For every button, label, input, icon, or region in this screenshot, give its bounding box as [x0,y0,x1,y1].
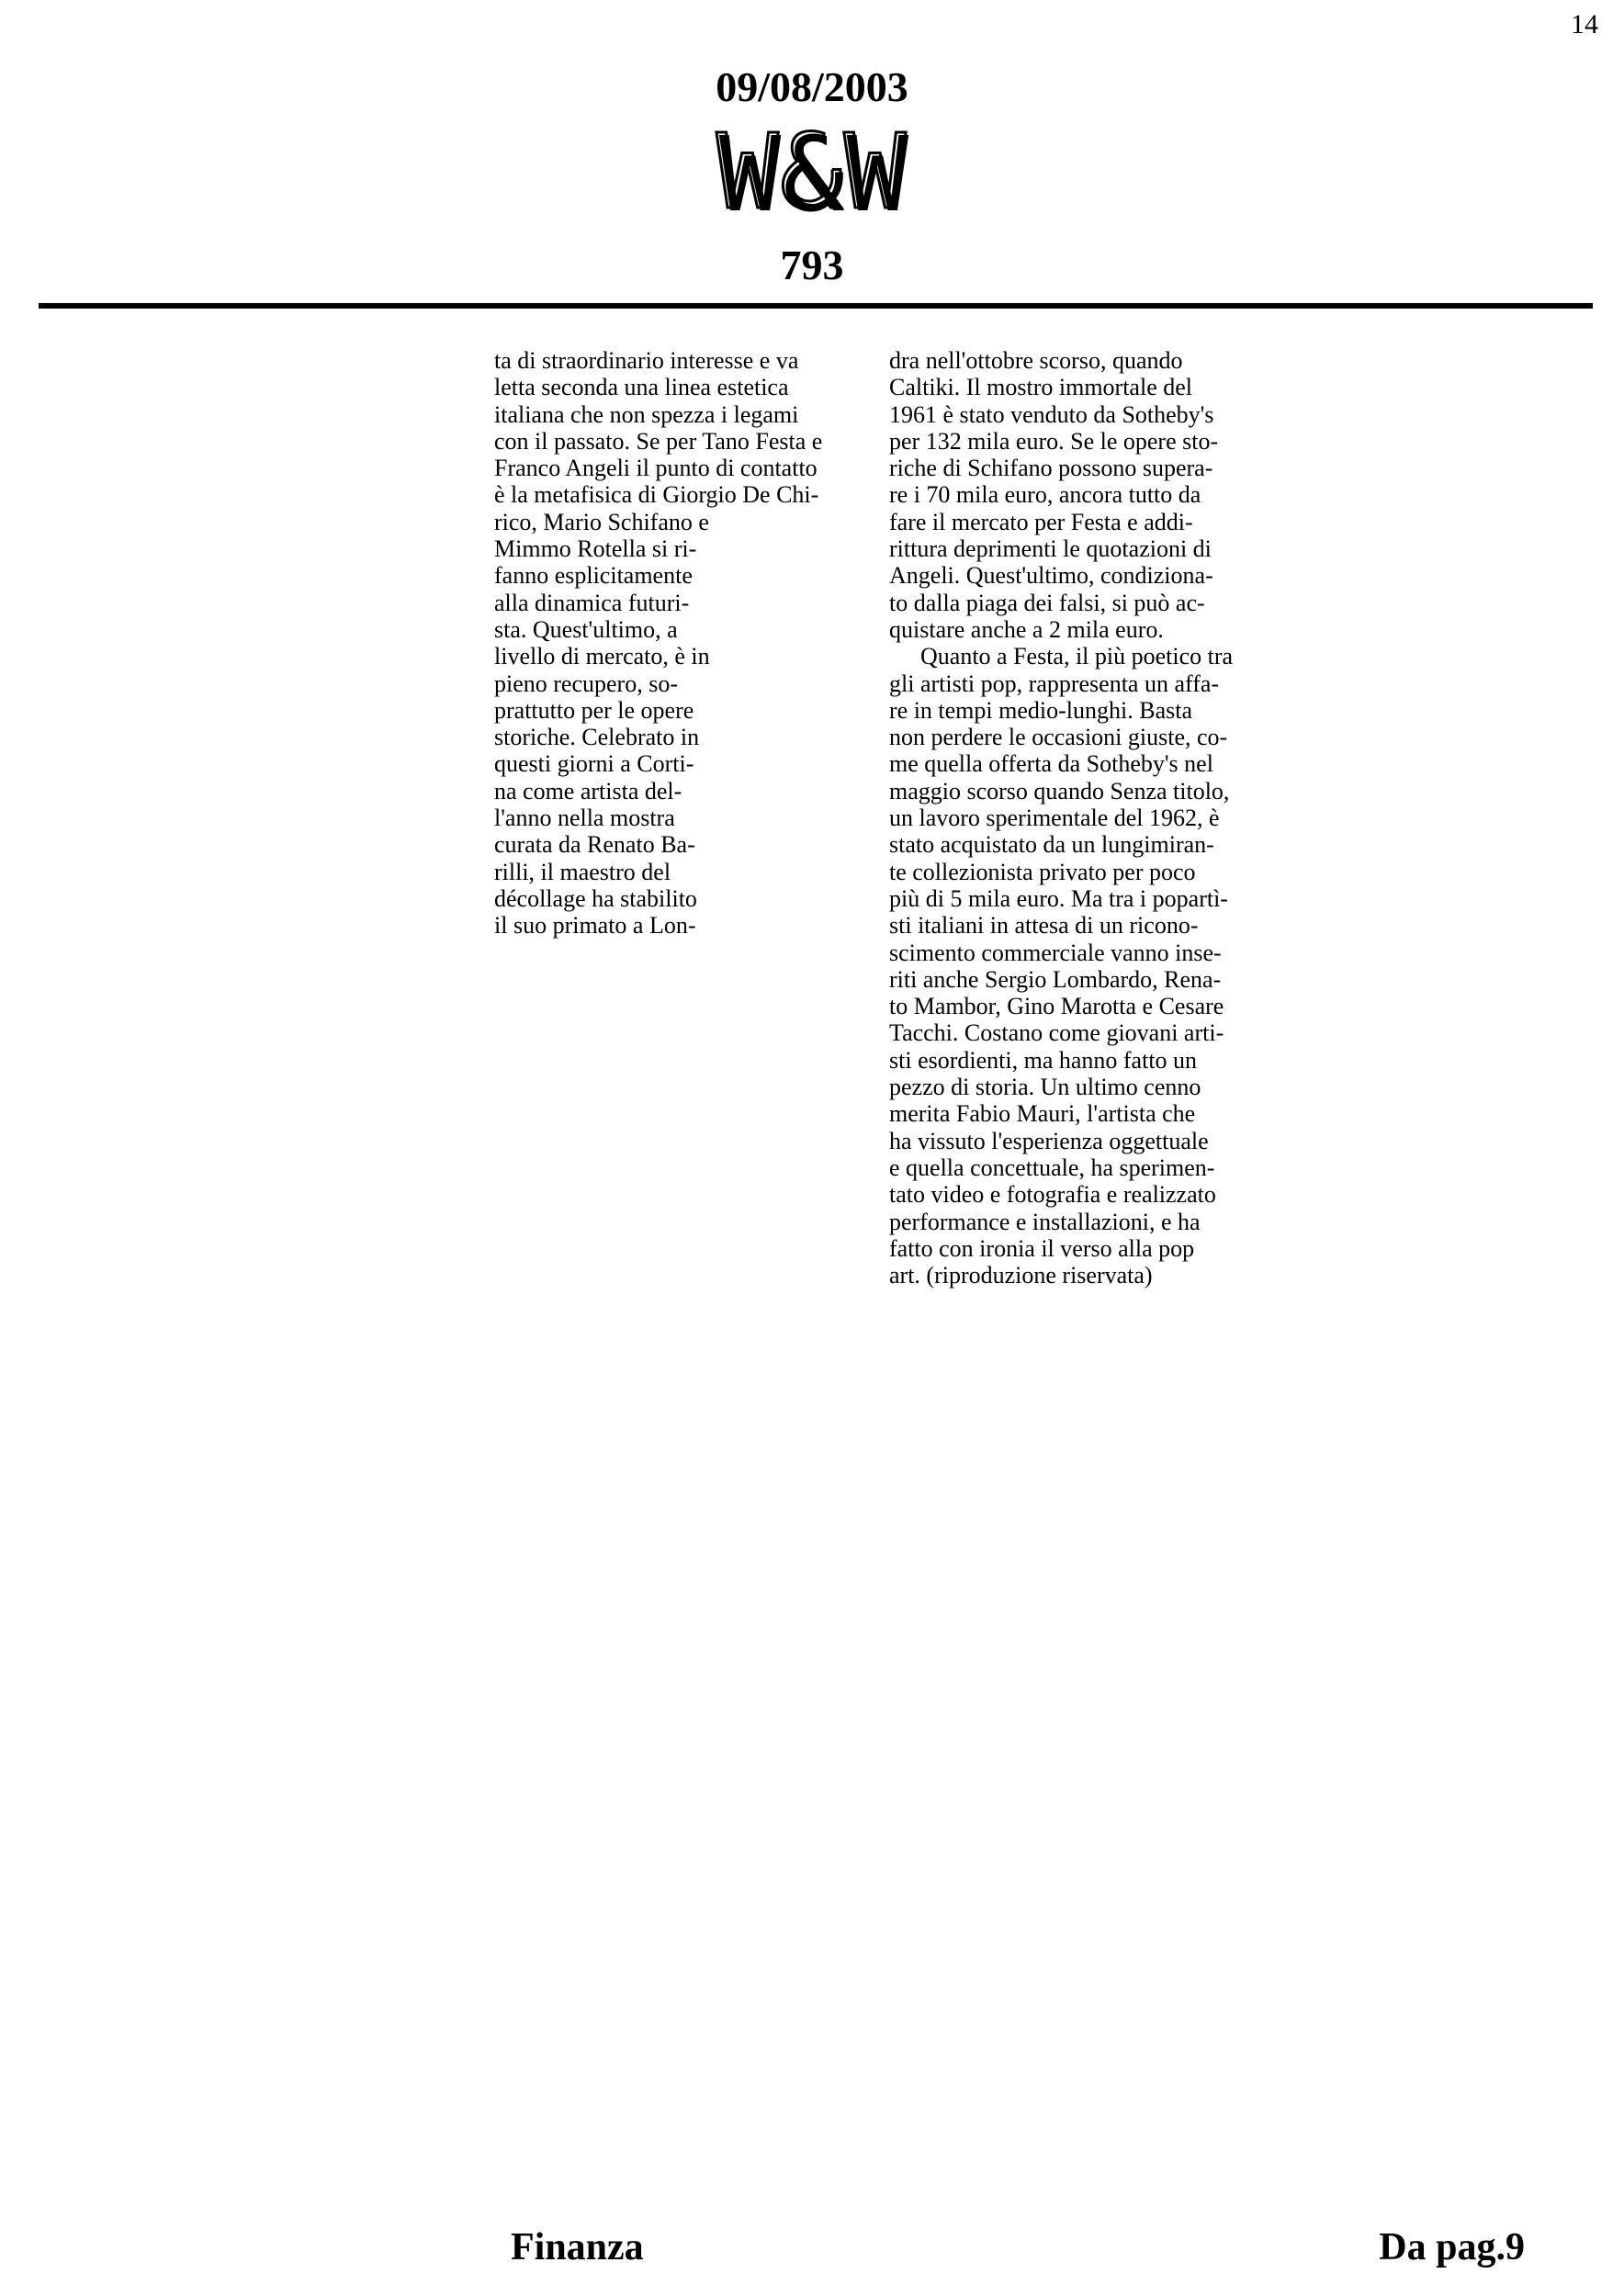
article-line: riche di Schifano possono supera- [889,455,1213,482]
article-line: riti anche Sergio Lombardo, Rena- [889,965,1222,993]
article-line: sti esordienti, ma hanno fatto un [889,1046,1198,1074]
article-line: to Mambor, Gino Marotta e Cesare [889,993,1224,1020]
article-line: più di 5 mila euro. Ma tra i popartì- [889,884,1228,912]
article-right-column [889,347,1257,1289]
article-line: merita Fabio Mauri, l'artista che [889,1100,1196,1128]
article-line: italiana che non spezza i legami [494,400,799,428]
article-line: è la metafisica di Giorgio De Chi- [494,481,819,509]
source-page-label: Da pag.9 [1379,2226,1525,2268]
article-line: Angeli. Quest'ultimo, condiziona- [889,562,1213,590]
article-line: performance e installazioni, e ha [889,1208,1201,1235]
article-line: il suo primato a Lon- [494,912,696,940]
article-line: per 132 mila euro. Se le opere sto- [889,427,1219,455]
article-line: non perdere le occasioni giuste, co- [889,724,1228,751]
article-line: Caltiki. Il mostro immortale del [889,374,1193,401]
article-line: re i 70 mila euro, ancora tutto da [889,481,1201,509]
article-line: Tacchi. Costano come giovani arti- [889,1019,1224,1047]
article-line: décollage ha stabilito [494,884,697,912]
article-line: Mimmo Rotella si ri- [494,535,697,563]
article-line: fanno esplicitamente [494,562,693,590]
article-line: pezzo di storia. Un ultimo cenno [889,1074,1201,1101]
article-line: fatto con ironia il verso alla pop [889,1234,1195,1262]
article-line: fare il mercato per Festa e addi- [889,508,1193,535]
article-line: curata da Renato Ba- [494,831,695,859]
publication-logo: W&W [716,113,908,232]
issue-number: 793 [780,242,844,288]
publication-date: 09/08/2003 [716,63,908,110]
article-line: rico, Mario Schifano e [494,508,709,535]
article-line: rittura deprimenti le quotazioni di [889,535,1212,563]
article-line: stato acquistato da un lungimiran- [889,831,1214,859]
article-line: scimento commerciale vanno inse- [889,939,1222,966]
article-line: Quanto a Festa, il più poetico tra [920,643,1234,670]
article-line: prattutto per le opere [494,696,694,724]
article-line: e quella concettuale, ha sperimen- [889,1154,1215,1181]
article-line: pieno recupero, so- [494,670,678,697]
page-number: 14 [1571,9,1598,39]
article-line: con il passato. Se per Tano Festa e [494,427,823,455]
article-line: re in tempi medio-lunghi. Basta [889,696,1192,724]
article-line: un lavoro sperimentale del 1962, è [889,805,1220,832]
section-label: Finanza [511,2226,644,2268]
article-line: me quella offerta da Sotheby's nel [889,750,1213,778]
article-line: l'anno nella mostra [494,805,675,832]
article-line: tato video e fotografia e realizzato [889,1181,1216,1209]
article-line: ta di straordinario interesse e va [494,347,799,374]
article-left-column [494,347,852,940]
header-divider [39,303,1593,309]
article-line: art. (riproduzione riservata) [889,1262,1153,1289]
article-line: gli artisti pop, rappresenta un affa- [889,670,1220,697]
article-line: rilli, il maestro del [494,858,671,885]
article-line: na come artista del- [494,777,682,805]
article-line: letta seconda una linea estetica [494,374,789,401]
article-line: to dalla piaga dei falsi, si può ac- [889,589,1205,616]
article-line: questi giorni a Corti- [494,750,694,778]
article-line: quistare anche a 2 mila euro. [889,615,1164,643]
article-line: livello di mercato, è in [494,643,710,670]
article-line: maggio scorso quando Senza titolo, [889,777,1230,805]
article-line: storiche. Celebrato in [494,724,700,751]
article-line: 1961 è stato venduto da Sotheby's [889,400,1214,428]
article-line: sta. Quest'ultimo, a [494,615,678,643]
article-line: sti italiani in attesa di un ricono- [889,912,1199,940]
article-line: dra nell'ottobre scorso, quando [889,347,1183,374]
article-line: alla dinamica futuri- [494,589,690,616]
article-line: ha vissuto l'esperienza oggettuale [889,1127,1209,1154]
article-line: te collezionista privato per poco [889,858,1196,885]
article-line: Franco Angeli il punto di contatto [494,455,818,482]
